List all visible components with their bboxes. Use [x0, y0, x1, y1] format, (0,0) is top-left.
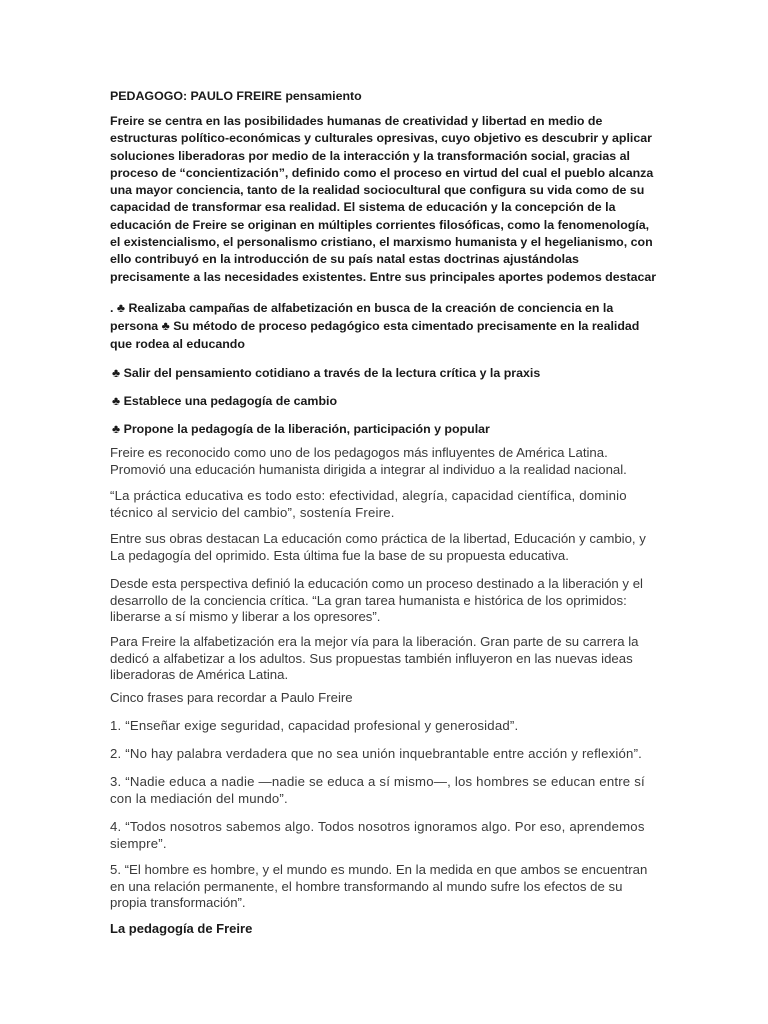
bullet-item: . ♣ Realizaba campañas de alfabetización en busca de la creación de conciencia en la persona ♣ Su método de proceso pedagógico esta cimentado precisamente en la realidad que rodea al educando	[110, 301, 640, 351]
body-paragraph: Freire es reconocido como uno de los pedagogos más influyentes de América Latina. Promovió una educación humanista dirigida a integrar al individuo a la realidad nacional.	[110, 445, 627, 477]
quote-item: 4. “Todos nosotros sabemos algo. Todos nosotros ignoramos algo. Por eso, aprendemos siempre”.	[110, 819, 645, 851]
section-subheading: La pedagogía de Freire	[110, 921, 253, 936]
document-page	[110, 0, 662, 1024]
quotes-heading: Cinco frases para recordar a Paulo Freire	[110, 690, 353, 705]
bullet-item: ♣ Salir del pensamiento cotidiano a través de la lectura crítica y la praxis	[112, 366, 541, 380]
body-paragraph: Desde esta perspectiva definió la educación como un proceso destinado a la liberación y el desarrollo de la conciencia crítica. “La gran tarea humanista e histórica de los oprimidos: liberarse a sí mismo y liberar a los opresores”.	[110, 576, 643, 624]
bullet-item: ♣ Propone la pedagogía de la liberación, participación y popular	[112, 422, 490, 436]
quote-item: 5. “El hombre es hombre, y el mundo es mundo. En la medida en que ambos se encuentran en una relación permanente, el hombre transformando al mundo sufre los efectos de su propia transformación”.	[110, 862, 648, 910]
quote-item: 2. “No hay palabra verdadera que no sea unión inquebrantable entre acción y reflexión”.	[110, 746, 643, 761]
body-paragraph: Entre sus obras destacan La educación como práctica de la libertad, Educación y cambio, y La pedagogía del oprimido. Esta última fue la base de su propuesta educativa.	[110, 531, 646, 563]
intro-paragraph: Freire se centra en las posibilidades humanas de creatividad y libertad en medio de estructuras político-económicas y culturales opresivas, cuyo objetivo es descubrir y aplicar soluciones liberadoras por medio de la interacción y la transformación social, gracias al proceso de “concientización”, definido como el proceso en virtud del cual el pueblo alcanza una mayor conciencia, tanto de la realidad sociocultural que configura su vida como de su capacidad de transformar esa realidad. El sistema de educación y la concepción de la educación de Freire se originan en múltiples corrientes filosóficas, como la fenomenología, el existencialismo, el personalismo cristiano, el marxismo humanista y el hegelianismo, con ello contribuyó en la introducción de su país natal estas doctrinas ajustándolas precisamente a las necesidades existentes. Entre sus principales aportes podemos destacar	[110, 114, 657, 284]
bullet-item: ♣ Establece una pedagogía de cambio	[112, 394, 338, 408]
document-title: PEDAGOGO: PAULO FREIRE pensamiento	[110, 89, 362, 103]
body-paragraph: “La práctica educativa es todo esto: efectividad, alegría, capacidad científica, dominio técnico al servicio del cambio”, sostenía Freire.	[110, 488, 627, 520]
body-paragraph: Para Freire la alfabetización era la mejor vía para la liberación. Gran parte de su carrera la dedicó a alfabetizar a los adultos. Sus propuestas también influyeron en las nuevas ideas liberadoras de América Latina.	[110, 634, 639, 682]
quote-item: 3. “Nadie educa a nadie —nadie se educa a sí mismo—, los hombres se educan entre sí con la mediación del mundo”.	[110, 774, 645, 806]
quote-item: 1. “Enseñar exige seguridad, capacidad profesional y generosidad”.	[110, 718, 519, 733]
